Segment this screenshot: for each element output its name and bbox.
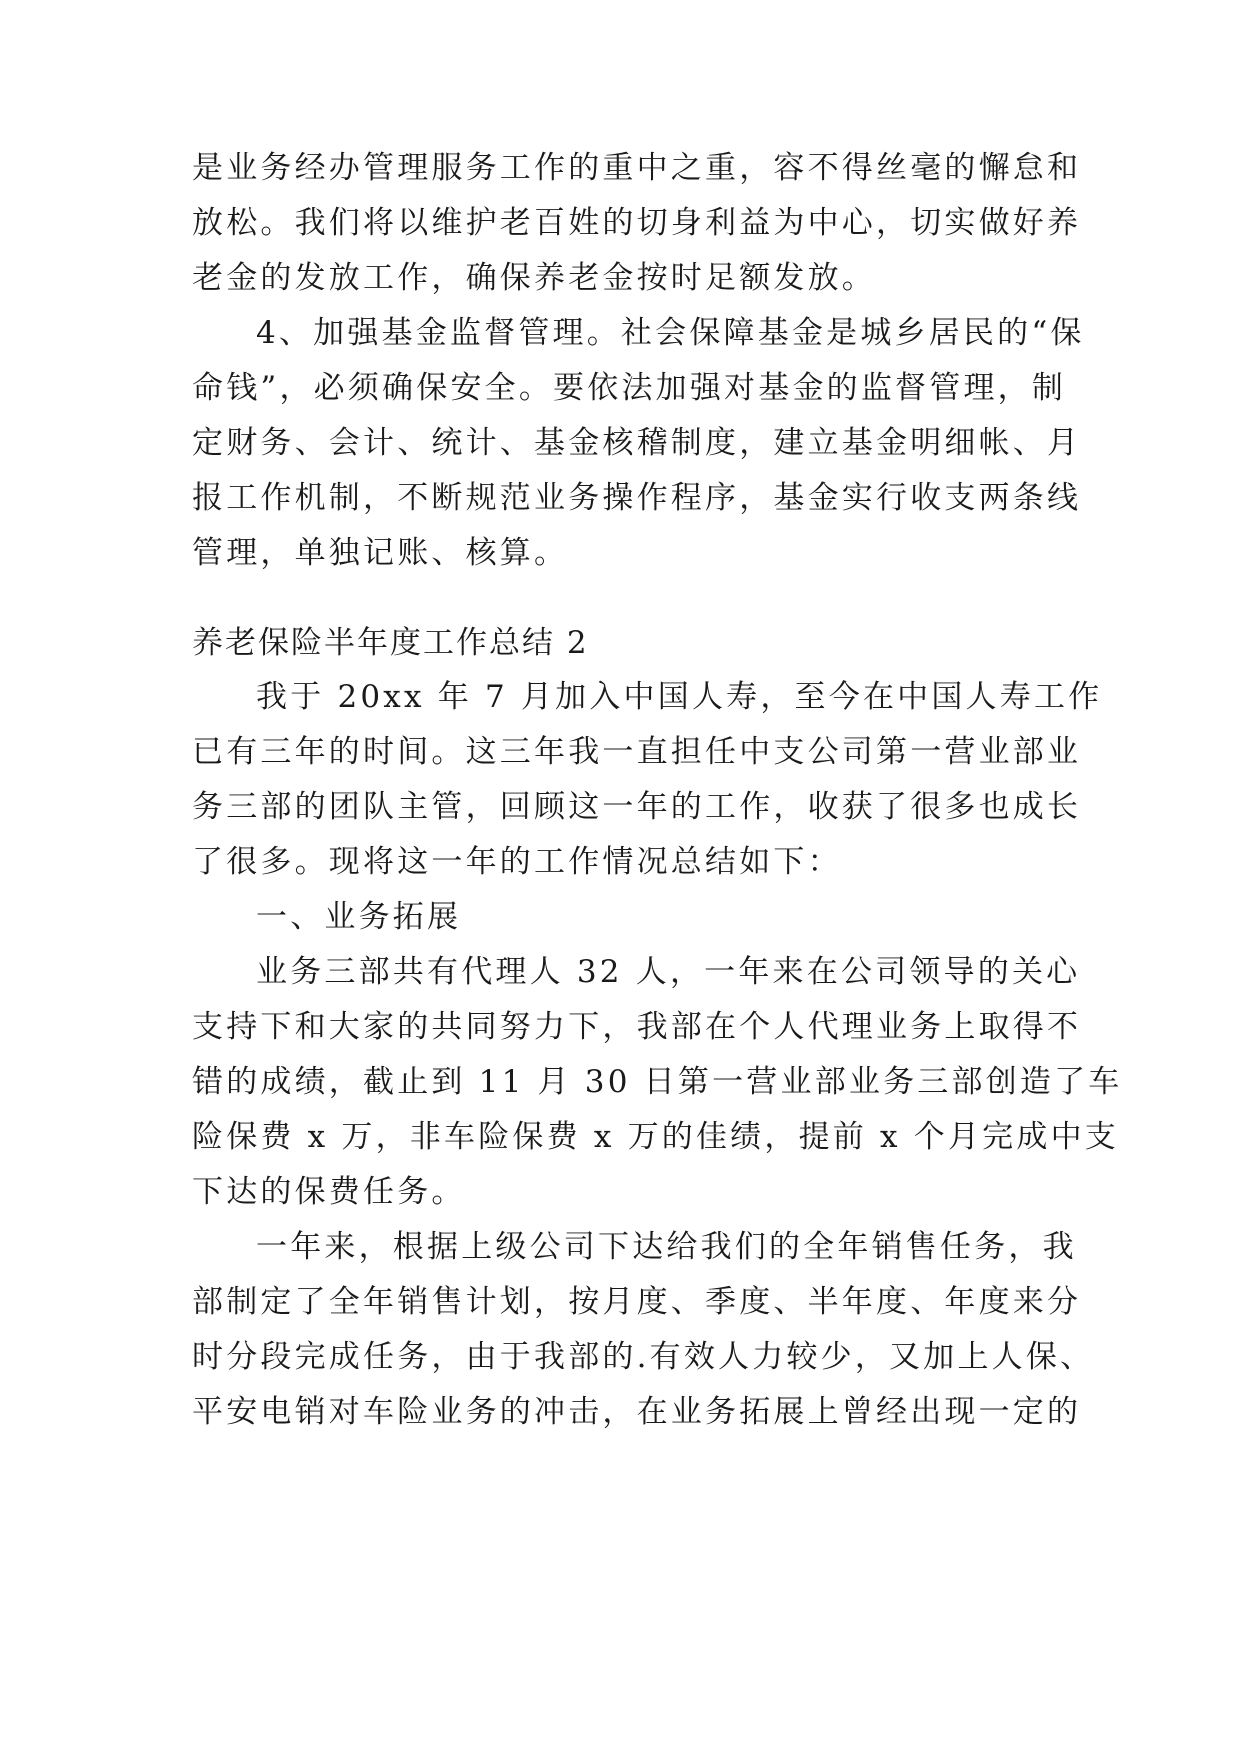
- paragraph-line: 放松。我们将以维护老百姓的切身利益为中心，切实做好养: [192, 205, 1082, 241]
- paragraph-line: 险保费 x 万，非车险保费 x 万的佳绩，提前 x 个月完成中支: [192, 1119, 1119, 1155]
- section-heading: 一、业务拓展: [256, 899, 462, 935]
- paragraph-line: 4、加强基金监督管理。社会保障基金是城乡居民的“保: [256, 315, 1085, 351]
- paragraph-line: 管理，单独记账、核算。: [192, 535, 569, 571]
- paragraph-line: 错的成绩，截止到 11 月 30 日第一营业部业务三部创造了车: [192, 1064, 1123, 1100]
- paragraph-line: 老金的发放工作，确保养老金按时足额发放。: [192, 260, 876, 296]
- paragraph-line: 时分段完成任务，由于我部的.有效人力较少，又加上人保、: [192, 1339, 1095, 1375]
- paragraph-line: 命钱”，必须确保安全。要依法加强对基金的监督管理，制: [192, 370, 1067, 406]
- section-title: 养老保险半年度工作总结 2: [192, 625, 589, 661]
- paragraph-line: 部制定了全年销售计划，按月度、季度、半年度、年度来分: [192, 1284, 1082, 1320]
- paragraph-line: 一年来，根据上级公司下达给我们的全年销售任务，我: [256, 1229, 1077, 1265]
- paragraph-line: 支持下和大家的共同努力下，我部在个人代理业务上取得不: [192, 1009, 1082, 1045]
- paragraph-line: 了很多。现将这一年的工作情况总结如下：: [192, 844, 842, 880]
- paragraph-line: 平安电销对车险业务的冲击，在业务拓展上曾经出现一定的: [192, 1394, 1082, 1430]
- paragraph-line: 已有三年的时间。这三年我一直担任中支公司第一营业部业: [192, 734, 1082, 770]
- paragraph-line: 是业务经办管理服务工作的重中之重，容不得丝毫的懈怠和: [192, 150, 1082, 186]
- paragraph-line: 定财务、会计、统计、基金核稽制度，建立基金明细帐、月: [192, 425, 1082, 461]
- paragraph-line: 业务三部共有代理人 32 人，一年来在公司领导的关心: [256, 954, 1081, 990]
- paragraph-line: 下达的保费任务。: [192, 1174, 466, 1210]
- paragraph-line: 报工作机制，不断规范业务操作程序，基金实行收支两条线: [192, 480, 1082, 516]
- paragraph-line: 务三部的团队主管，回顾这一年的工作，收获了很多也成长: [192, 789, 1082, 825]
- paragraph-line: 我于 20xx 年 7 月加入中国人寿，至今在中国人寿工作: [256, 679, 1103, 715]
